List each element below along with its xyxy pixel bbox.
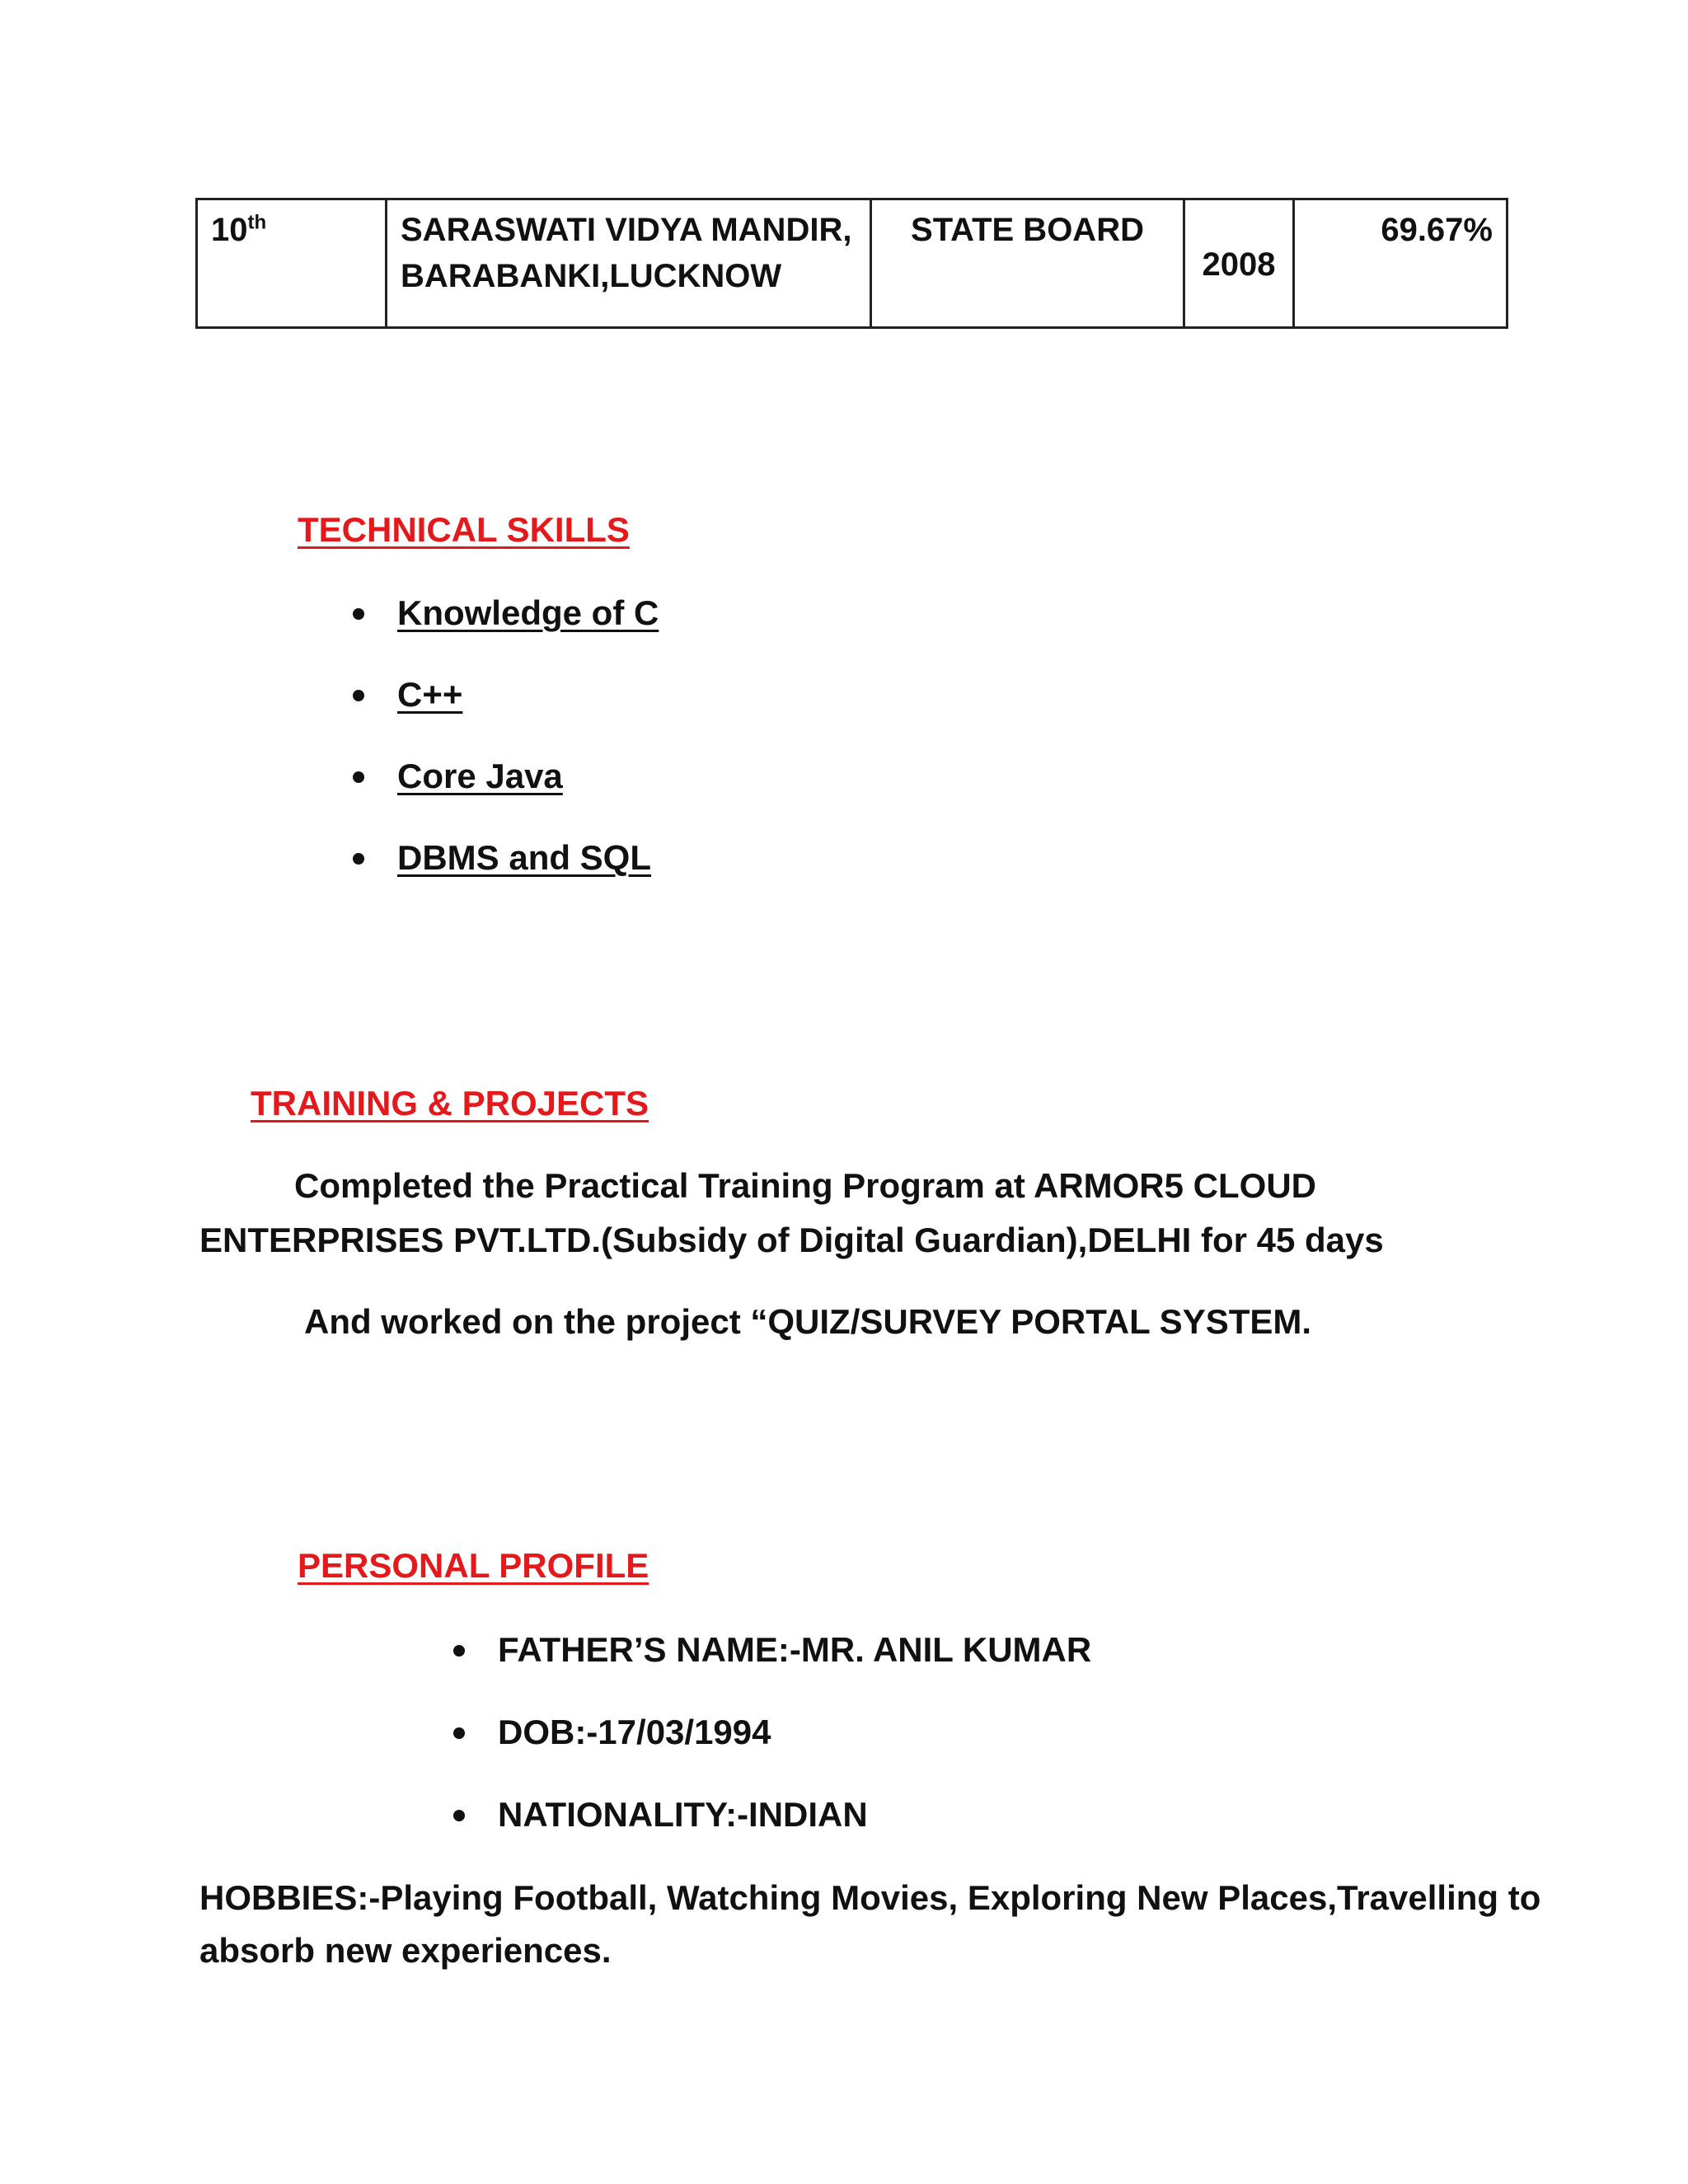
hobbies-line1: HOBBIES:-Playing Football, Watching Movies, Exploring New Places,Travelling to — [199, 1878, 1541, 1917]
training-text-line2: ENTERPRISES PVT.LTD.(Subsidy of Digital Guardian),DELHI for 45 days — [199, 1221, 1384, 1259]
personal-profile-list — [453, 1627, 1091, 1874]
fathers-name: FATHER’S NAME:-MR. ANIL KUMAR — [498, 1630, 1092, 1669]
list-item — [453, 1627, 1091, 1709]
skill-label: Knowledge of C — [397, 593, 659, 632]
percentage-cell: 69.67% — [1294, 199, 1507, 328]
technical-skills-heading: TECHNICAL SKILLS — [298, 510, 630, 549]
bullet-icon — [353, 771, 364, 783]
nationality: NATIONALITY:-INDIAN — [498, 1795, 868, 1834]
qualification-cell — [197, 199, 387, 328]
bullet-icon — [453, 1810, 465, 1821]
list-item — [353, 590, 659, 672]
personal-profile-heading: PERSONAL PROFILE — [298, 1546, 649, 1585]
institution-cell: SARASWATI VIDYA MANDIR,BARABANKI,LUCKNOW — [387, 199, 871, 328]
list-item — [353, 835, 659, 916]
year-cell: 2008 — [1184, 199, 1294, 328]
qualification-superscript: th — [247, 211, 267, 234]
skill-label: Core Java — [397, 757, 563, 795]
list-item — [353, 753, 659, 835]
training-text-line1: Completed the Practical Training Program at ARMOR5 CLOUD — [294, 1166, 1316, 1205]
date-of-birth: DOB:-17/03/1994 — [498, 1713, 771, 1751]
bullet-icon — [353, 853, 364, 865]
list-item — [453, 1709, 1091, 1792]
table-row — [197, 199, 1507, 328]
training-projects-heading: TRAINING & PROJECTS — [251, 1084, 649, 1122]
list-item — [453, 1792, 1091, 1874]
skill-label: DBMS and SQL — [397, 838, 652, 877]
project-text: And worked on the project “QUIZ/SURVEY PORTAL SYSTEM. — [304, 1302, 1312, 1341]
bullet-icon — [353, 608, 364, 620]
bullet-icon — [453, 1645, 465, 1657]
education-table — [195, 198, 1508, 329]
list-item — [353, 672, 659, 753]
qualification-text: 10 — [211, 212, 248, 248]
board-cell: STATE BOARD — [871, 199, 1184, 328]
hobbies-line2: absorb new experiences. — [199, 1931, 612, 1970]
skill-label: C++ — [397, 675, 463, 714]
technical-skills-list — [353, 590, 659, 916]
bullet-icon — [453, 1727, 465, 1739]
bullet-icon — [353, 690, 364, 701]
